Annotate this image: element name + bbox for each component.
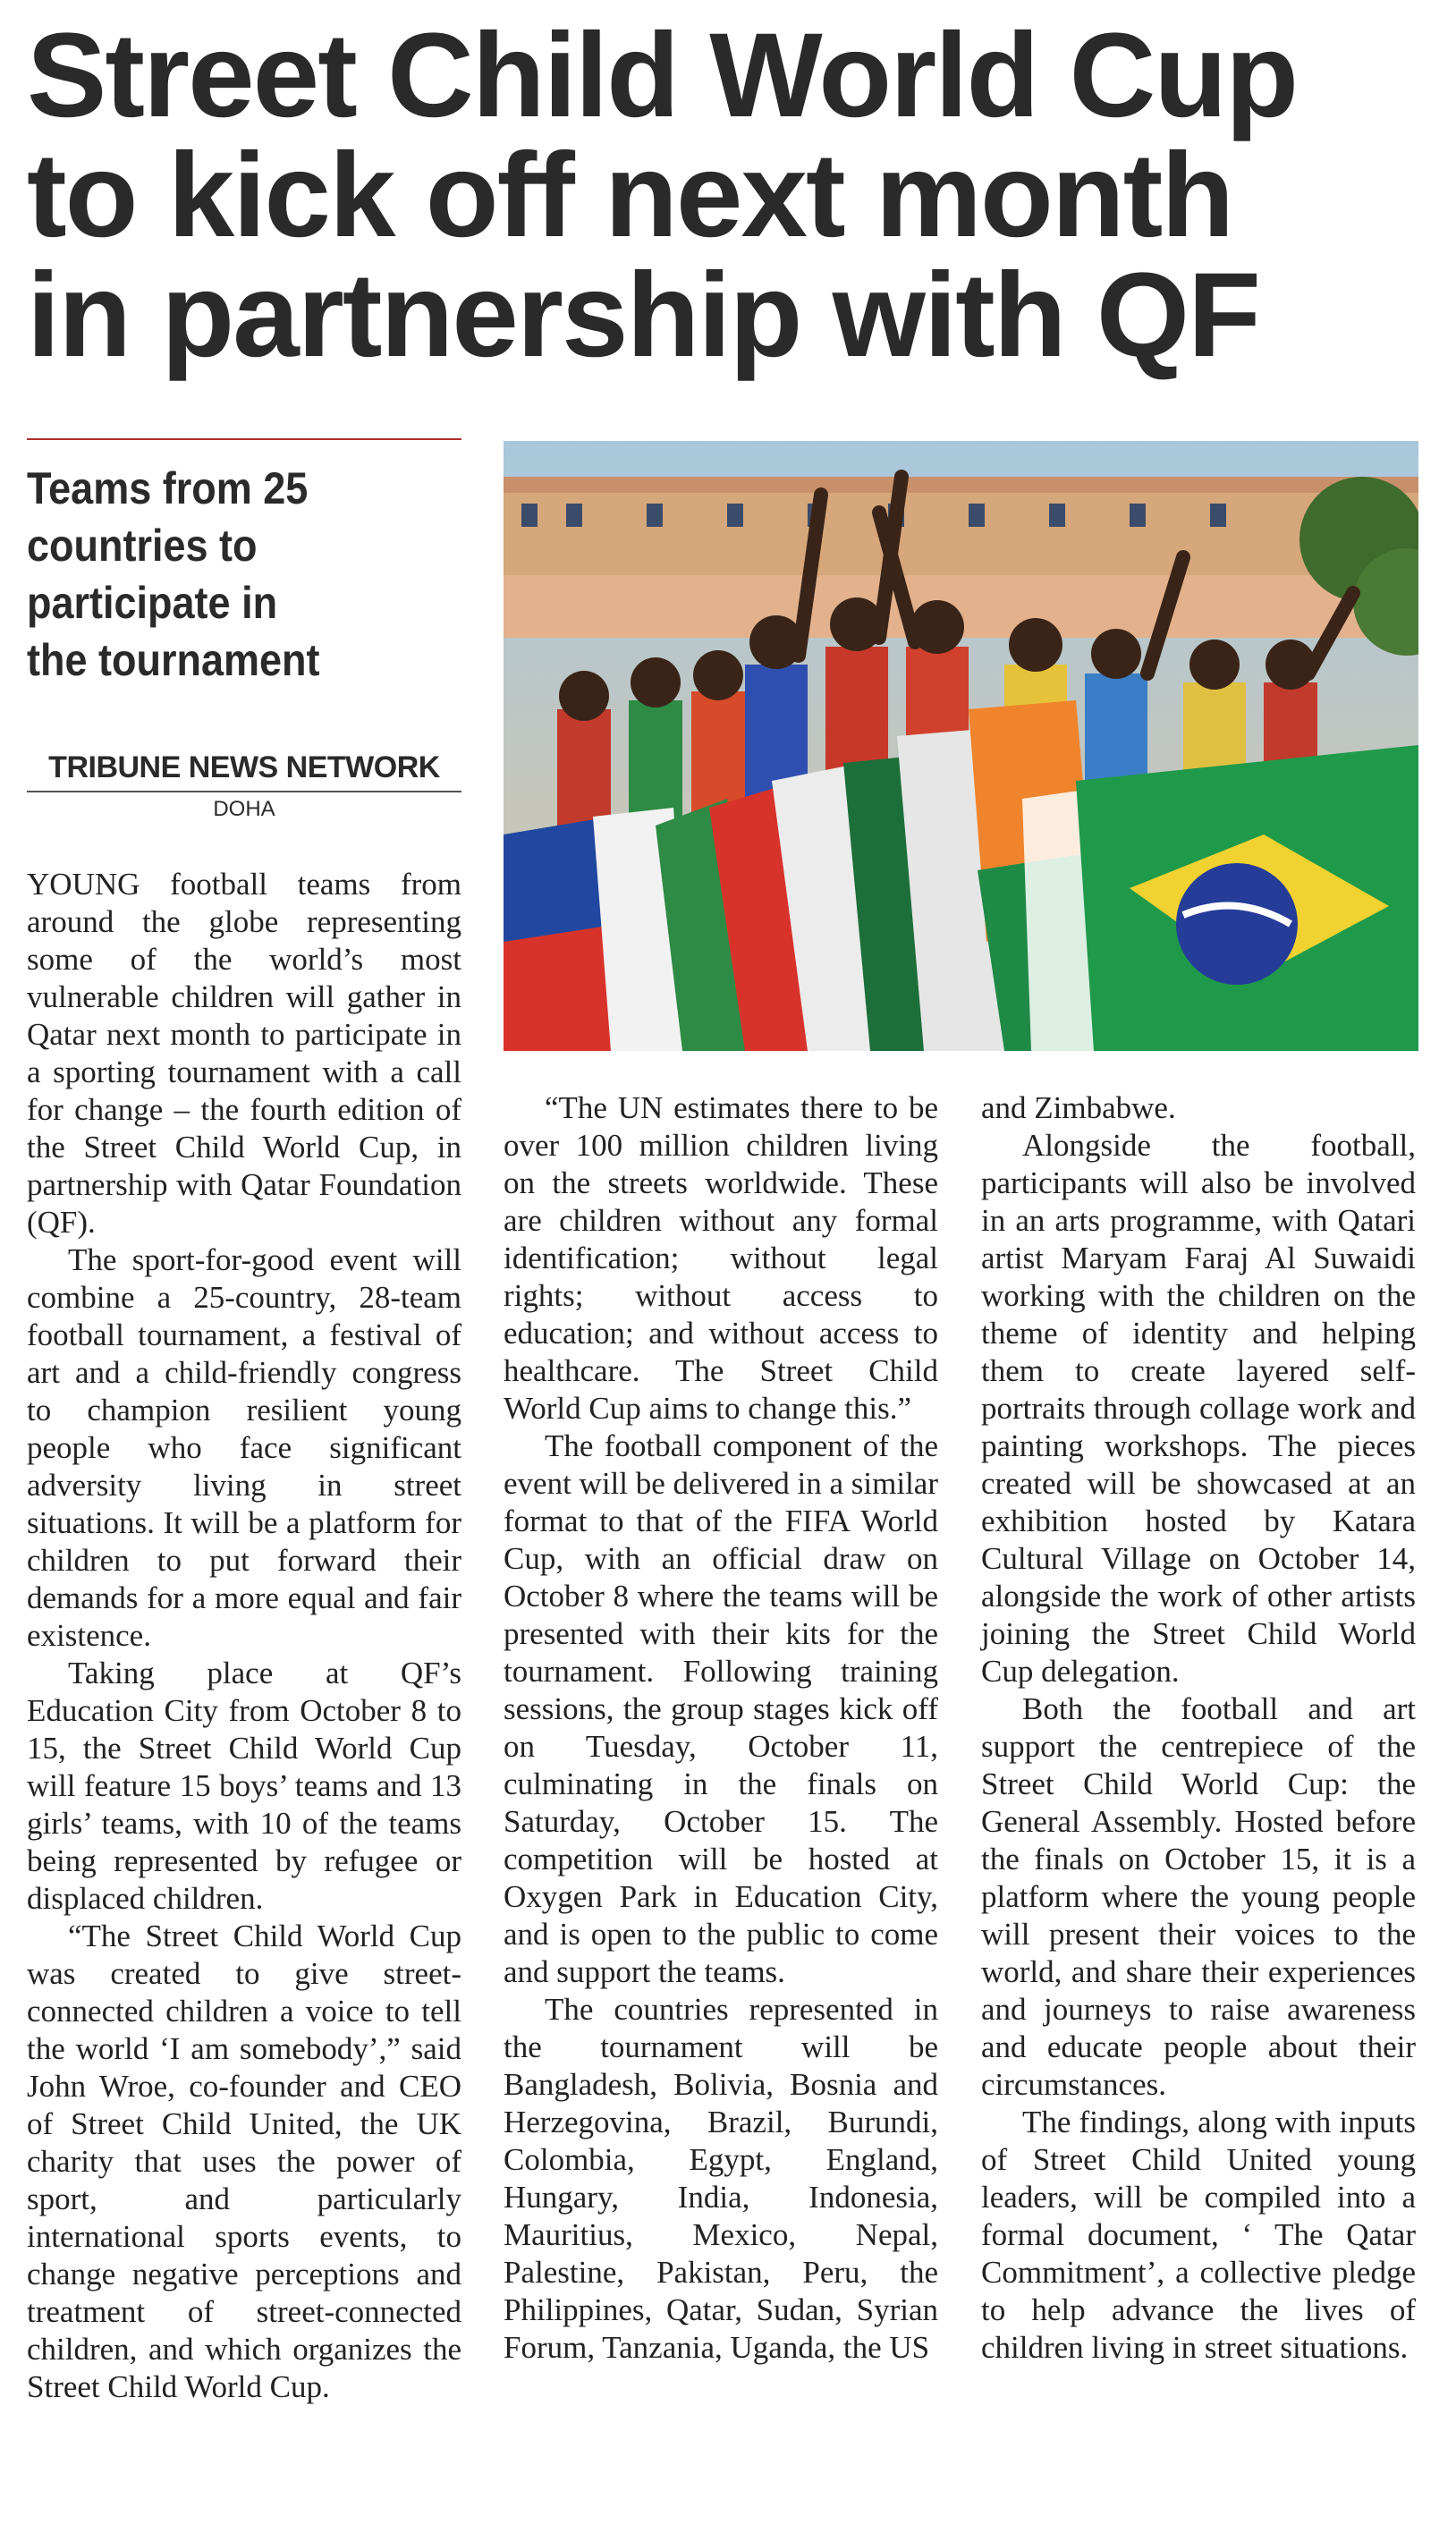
article-paragraph: “The Street Child World Cup was created to give street-connected children a voice to tell the world ‘I am somebody’,” said John Wroe, co-founder and CEO of Street Child United, the UK charity that uses the power of sport, and particularly international sports events, to change negative perceptions and treatment of street-connected children, and which organizes the Street Child World Cup. [27, 1919, 461, 2404]
headline-line: to kick off next month [27, 129, 1233, 262]
byline-divider [27, 791, 461, 792]
photo-of-children-holding-flags-icon [504, 441, 1418, 1051]
article-paragraph: YOUNG football teams from around the globe representing some of the world’s most vulnerable children will gather in Qatar next month to participate in a sporting tournament with a call for change – the fourth edition of the Street Child World Cup, in partnership with Qatar Foundation (QF). [27, 867, 461, 1240]
headline-line: Street Child World Cup [27, 9, 1298, 142]
subhead [27, 460, 461, 689]
article-paragraph: “The UN estimates there to be over 100 million children living on the streets worldwide. These are children without any formal identification; without legal rights; without access to education; and without access to healthcare. The Street Child World Cup aims to change this.” [504, 1090, 938, 1426]
subhead-line: countries to [27, 521, 258, 571]
headline [27, 9, 1440, 382]
article-paragraph: The findings, along with inputs of Street Child United young leaders, will be compiled into a formal document, ‘ The Qatar Commitment’, a collective pledge to help advance the lives of children living in street situations. [981, 2105, 1416, 2365]
byline-agency: TRIBUNE NEWS NETWORK [48, 750, 440, 784]
article-paragraph: Alongside the football, participants will also be involved in an arts programme, with Qatari artist Maryam Faraj Al Suwaidi working with the children on the theme of identity and helping them to create layered self-portraits through collage work and painting workshops. The pieces created will be showcased at an exhibition hosted by Katara Cultural Village on October 14, alongside the work of other artists joining the Street Child World Cup delegation. [981, 1128, 1416, 1689]
subhead-block [27, 438, 461, 689]
article-column-1 [27, 866, 461, 2406]
byline [27, 750, 461, 823]
article-paragraph: and Zimbabwe. [981, 1090, 1176, 1125]
article-column-3 [981, 1089, 1416, 2367]
article-paragraph: The countries represented in the tournament will be Bangladesh, Bolivia, Bosnia and Herzegovina, Brazil, Burundi, Colombia, Egypt, England, Hungary, India, Indonesia, Mauritius, Mexico, Nepal, Palestine, Pakistan, Peru, the Philippines, Qatar, Sudan, Syrian Forum, Tanzania, Uganda, the US [504, 1992, 938, 2365]
byline-location: DOHA [213, 797, 275, 821]
article-paragraph: The football component of the event will be delivered in a similar format to that of the FIFA World Cup, with an official draw on October 8 where the teams will be presented with their kits for the tournament. Following training sessions, the group stages kick off on Tuesday, October 11, culminating in the finals on Saturday, October 15. The competition will be hosted at Oxygen Park in Education City, and is open to the public to come and support the teams. [504, 1428, 938, 1989]
article-paragraph: Both the football and art support the centrepiece of the Street Child World Cup: the General Assembly. Hosted before the finals on October 15, it is a platform where the young people will present their voices to the world, and share their experiences and journeys to raise awareness and educate people about their circumstances. [981, 1691, 1416, 2102]
subhead-line: participate in [27, 578, 278, 628]
article-paragraph: The sport-for-good event will combine a 25-country, 28-team football tournament, a festival of art and a child-friendly congress to champion resilient young people who face significant adversity living in street situations. It will be a platform for children to put forward their demands for a more equal and fair existence. [27, 1242, 461, 1653]
article-column-2 [504, 1089, 938, 2367]
subhead-divider [27, 438, 461, 440]
subhead-line: Teams from 25 [27, 463, 309, 513]
subhead-line: the tournament [27, 635, 320, 685]
headline-line: in partnership with QF [27, 249, 1259, 382]
article-paragraph: Taking place at QF’s Education City from October 8 to 15, the Street Child World Cup will feature 15 boys’ teams and 13 girls’ teams, with 10 of the teams being represented by refugee or displaced children. [27, 1656, 461, 1916]
